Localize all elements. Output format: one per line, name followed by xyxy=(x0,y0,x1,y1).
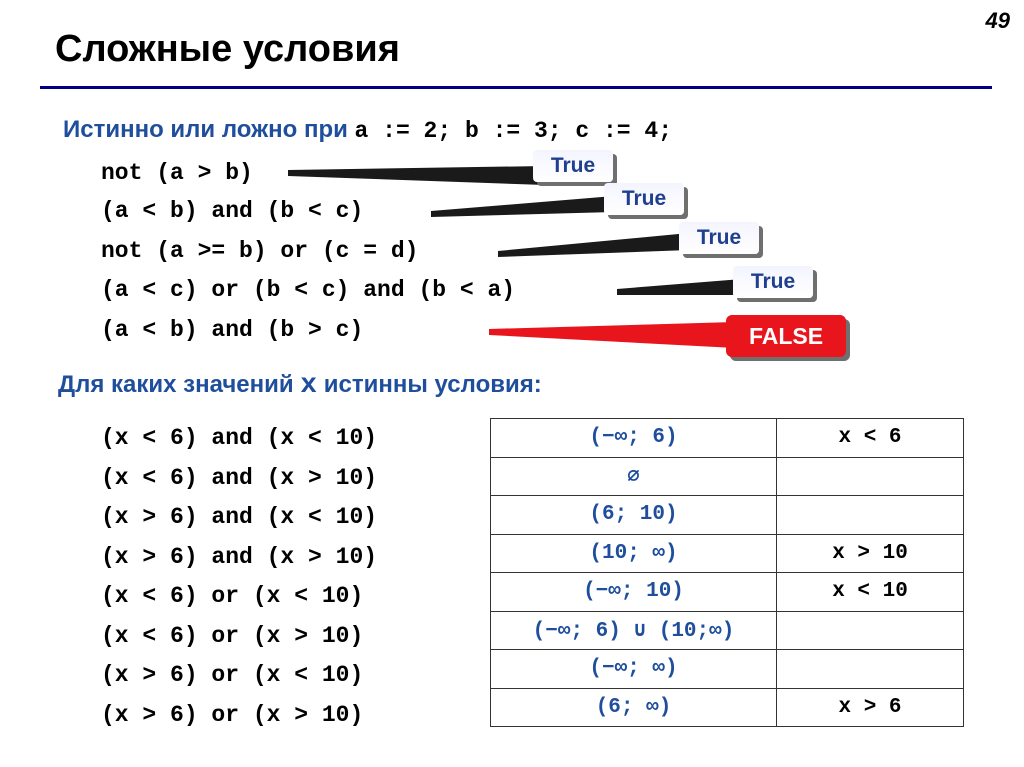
result-badge-4: True xyxy=(733,266,813,298)
condition-8: (x > 6) or (x > 10) xyxy=(101,702,364,728)
slide-title: Сложные условия xyxy=(55,28,400,70)
question-1-assignment: a := 2; b := 3; c := 4; xyxy=(354,118,672,144)
simplified-cell: x > 10 xyxy=(777,534,964,573)
table-row xyxy=(491,419,964,458)
pointer-5 xyxy=(489,322,735,348)
condition-6: (x < 6) or (x > 10) xyxy=(101,623,364,649)
pointer-1 xyxy=(288,166,545,185)
interval-cell: (10; ∞) xyxy=(491,534,777,573)
interval-cell: (−∞; 10) xyxy=(491,573,777,612)
interval-cell: (−∞; ∞) xyxy=(491,650,777,689)
condition-4: (x > 6) and (x > 10) xyxy=(101,544,378,570)
table-row xyxy=(491,650,964,689)
result-badge-3: True xyxy=(679,222,759,254)
simplified-cell xyxy=(777,650,964,689)
expression-3: not (a >= b) or (c = d) xyxy=(101,238,419,264)
page-number: 49 xyxy=(985,8,1010,33)
answers-table xyxy=(490,418,964,727)
interval-cell: (6; ∞) xyxy=(491,688,777,727)
condition-3: (x > 6) and (x < 10) xyxy=(101,504,378,530)
expression-2: (a < b) and (b < c) xyxy=(101,198,364,224)
result-badge-2: True xyxy=(604,183,684,215)
condition-5: (x < 6) or (x < 10) xyxy=(101,583,364,609)
table-row xyxy=(491,611,964,650)
table-row xyxy=(491,496,964,535)
result-badge-1: True xyxy=(533,150,613,182)
interval-cell: ∅ xyxy=(491,457,777,496)
pointer-3 xyxy=(498,233,689,257)
expression-5: (a < b) and (b > c) xyxy=(101,317,364,343)
simplified-cell xyxy=(777,611,964,650)
simplified-cell xyxy=(777,457,964,496)
condition-1: (x < 6) and (x < 10) xyxy=(101,425,378,451)
simplified-cell: x > 6 xyxy=(777,688,964,727)
question-2 xyxy=(58,370,542,401)
result-badge-5: FALSE xyxy=(726,315,846,357)
pointer-4 xyxy=(617,279,742,295)
pointer-2 xyxy=(431,196,614,217)
condition-2: (x < 6) and (x > 10) xyxy=(101,465,378,491)
table-row xyxy=(491,534,964,573)
table-row xyxy=(491,688,964,727)
table-row xyxy=(491,457,964,496)
table-row xyxy=(491,573,964,612)
question-2-variable: x xyxy=(300,370,318,401)
expression-4: (a < c) or (b < c) and (b < a) xyxy=(101,277,516,303)
interval-cell: (−∞; 6) ∪ (10;∞) xyxy=(491,611,777,650)
question-1-text: Истинно или ложно при xyxy=(63,116,348,143)
simplified-cell xyxy=(777,496,964,535)
question-2-text-before: Для каких значений xyxy=(58,371,294,398)
expression-1: not (a > b) xyxy=(101,160,253,186)
simplified-cell: x < 6 xyxy=(777,419,964,458)
interval-cell: (−∞; 6) xyxy=(491,419,777,458)
question-2-text-after: истинны условия: xyxy=(323,371,542,398)
interval-cell: (6; 10) xyxy=(491,496,777,535)
condition-7: (x > 6) or (x < 10) xyxy=(101,662,364,688)
simplified-cell: x < 10 xyxy=(777,573,964,612)
